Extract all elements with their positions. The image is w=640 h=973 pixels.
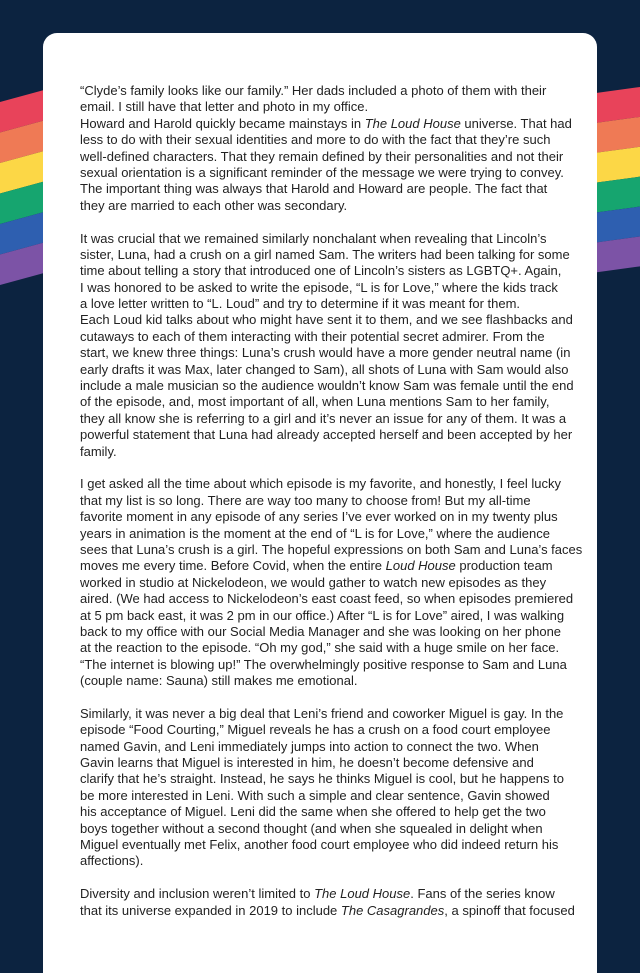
text-segment: Miguel eventually met Felix, another food court employee who did indeed return his <box>80 836 559 852</box>
text-segment: back to my office with our Social Media Manager and she was looking on her phone <box>80 623 562 639</box>
text-segment: his acceptance of Miguel. Leni did the same when she offered to help get the two <box>80 804 546 820</box>
text-line <box>80 411 600 427</box>
text-segment: clarify that he’s straight. Instead, he says he thinks Miguel is cool, but he happens to <box>80 771 564 787</box>
text-line <box>80 624 600 640</box>
text-line <box>80 263 600 279</box>
text-segment: they all know she is referring to a girl and it’s never an issue for any of them. It was a <box>80 410 567 426</box>
text-segment: boys together without a second thought (and when she squealed in delight when <box>80 820 543 836</box>
text-line <box>80 771 600 787</box>
text-segment: Gavin learns that Miguel is interested in him, he doesn’t become defensive and <box>80 755 534 771</box>
text-segment: early drafts it was Max, later changed to Sam), all shots of Luna with Sam would also <box>80 361 569 377</box>
text-segment: universe. That had <box>460 115 572 131</box>
text-segment: include a male musician so the audience wouldn’t know Sam was female until the end <box>80 378 574 394</box>
text-line <box>80 886 600 902</box>
text-line <box>80 132 600 148</box>
right-stripe <box>596 147 640 183</box>
text-segment: It was crucial that we remained similarly nonchalant when revealing that Lincoln’s <box>80 230 547 246</box>
text-segment: “The internet is blowing up!” The overwhelmingly positive response to Sam and Luna <box>80 656 567 672</box>
text-segment: sexual orientation is a significant reminder of the message we were trying to convey. <box>80 164 564 180</box>
text-segment: “Clyde’s family looks like our family.” Her dads included a photo of them with their <box>80 83 547 98</box>
text-segment: Similarly, it was never a big deal that Leni’s friend and coworker Miguel is gay. In the <box>80 705 564 721</box>
text-line <box>80 345 600 361</box>
right-stripe <box>596 236 640 272</box>
text-segment: sees that Luna’s crush is a girl. The hopeful expressions on both Sam and Luna’s faces <box>80 541 583 557</box>
blank-line <box>80 214 600 230</box>
text-segment: aired. (We had access to Nickelodeon’s east coast feed, so when episodes premiered <box>80 591 574 607</box>
text-line <box>80 903 600 919</box>
text-line <box>80 165 600 181</box>
text-segment: (couple name: Sauna) still makes me emotional. <box>80 673 358 689</box>
text-line <box>80 657 600 673</box>
text-line <box>80 444 600 460</box>
text-line <box>80 739 600 755</box>
text-line <box>80 99 600 115</box>
text-segment: at 5 pm back east, it was 2 pm in our office.) After “L is for Love” aired, I was walking <box>80 607 565 623</box>
text-segment: time about telling a story that introduced one of Lincoln’s sisters as LGBTQ+. Again, <box>80 263 562 279</box>
text-segment: email. I still have that letter and photo in my office. <box>80 99 369 115</box>
text-segment: be more interested in Leni. With such a simple and clear sentence, Gavin showed <box>80 787 550 803</box>
text-line <box>80 755 600 771</box>
text-segment: Each Loud kid talks about who might have sent it to them, and we see flashbacks and <box>80 312 573 328</box>
text-segment: named Gavin, and Leni immediately jumps into action to connect the two. When <box>80 738 539 754</box>
blank-line <box>80 460 600 476</box>
text-segment: , a spinoff that focused <box>444 902 575 918</box>
text-segment: powerful statement that Luna had already accepted herself and been accepted by her <box>80 427 573 443</box>
text-line <box>80 575 600 591</box>
text-segment: cutaways to each of them interacting with their potential secret admirer. From the <box>80 328 545 344</box>
text-line <box>80 378 600 394</box>
text-line <box>80 427 600 443</box>
text-line <box>80 394 600 410</box>
text-segment: that my list is so long. There are way too many to choose from! But my all-time <box>80 492 531 508</box>
text-line <box>80 83 600 99</box>
text-segment: moves me every time. Before Covid, when the entire <box>80 558 386 574</box>
text-segment: less to do with their sexual identities and more to do with the fact that they’re such <box>80 132 551 148</box>
italic-title: Loud House <box>385 558 456 574</box>
text-segment: I was honored to be asked to write the episode, “L is for Love,” where the kids track <box>80 279 558 295</box>
text-segment: I get asked all the time about which episode is my favorite, and honestly, I feel lucky <box>80 476 562 492</box>
text-line <box>80 181 600 197</box>
blank-line <box>80 870 600 886</box>
text-line <box>80 280 600 296</box>
right-stripe <box>596 177 640 213</box>
article-body <box>80 83 600 919</box>
text-segment: family. <box>80 443 117 459</box>
text-line <box>80 149 600 165</box>
text-segment: favorite moment in any episode of any series I’ve ever worked on in my twenty plus <box>80 509 558 525</box>
italic-title: The Casagrandes <box>340 902 445 918</box>
blank-line <box>80 689 600 705</box>
italic-title: The Loud House <box>314 886 411 902</box>
text-line <box>80 706 600 722</box>
text-line <box>80 673 600 689</box>
text-segment: . Fans of the series know <box>410 886 555 902</box>
text-segment: sister, Luna, had a crush on a girl named Sam. The writers had been talking for some <box>80 246 570 262</box>
text-segment: Diversity and inclusion weren’t limited to <box>80 886 315 902</box>
text-line <box>80 591 600 607</box>
text-line <box>80 837 600 853</box>
text-segment: start, we knew three things: Luna’s crush would have a more gender neutral name (in <box>80 345 571 361</box>
text-line <box>80 788 600 804</box>
text-segment: worked in studio at Nickelodeon, we would gather to watch new episodes as they <box>80 574 547 590</box>
text-line <box>80 640 600 656</box>
text-line <box>80 558 600 574</box>
text-line <box>80 231 600 247</box>
text-line <box>80 116 600 132</box>
text-line <box>80 247 600 263</box>
text-line <box>80 329 600 345</box>
text-line <box>80 296 600 312</box>
text-segment: that its universe expanded in 2019 to include <box>80 902 341 918</box>
text-line <box>80 526 600 542</box>
text-segment: a love letter written to “L. Loud” and try to determine if it was meant for them. <box>80 296 521 312</box>
right-stripe <box>596 207 640 243</box>
right-stripe <box>596 117 640 153</box>
text-line <box>80 853 600 869</box>
text-segment: at the reaction to the episode. “Oh my god,” she said with a huge smile on her face. <box>80 640 560 656</box>
text-line <box>80 198 600 214</box>
text-segment: Howard and Harold quickly became mainstays in <box>80 115 365 131</box>
text-segment: production team <box>455 558 553 574</box>
text-line <box>80 608 600 624</box>
text-segment: of the episode, and, most important of all, when Luna mentions Sam to her family, <box>80 394 550 410</box>
text-line <box>80 312 600 328</box>
text-line <box>80 821 600 837</box>
text-segment: years in animation is the moment at the end of “L is for Love,” where the audience <box>80 525 550 541</box>
text-segment: The important thing was always that Harold and Howard are people. The fact that <box>80 181 548 197</box>
text-line <box>80 722 600 738</box>
text-line <box>80 493 600 509</box>
text-segment: well-defined characters. That they remain defined by their personalities and not their <box>80 148 564 164</box>
text-segment: they are married to each other was secondary. <box>80 197 348 213</box>
text-segment: episode “Food Courting,” Miguel reveals he has a crush on a food court employee <box>80 722 551 738</box>
text-line <box>80 509 600 525</box>
text-line <box>80 476 600 492</box>
text-segment: affections). <box>80 853 144 869</box>
text-line <box>80 804 600 820</box>
italic-title: The Loud House <box>364 115 461 131</box>
text-line <box>80 362 600 378</box>
text-line <box>80 542 600 558</box>
right-stripe <box>596 87 640 123</box>
